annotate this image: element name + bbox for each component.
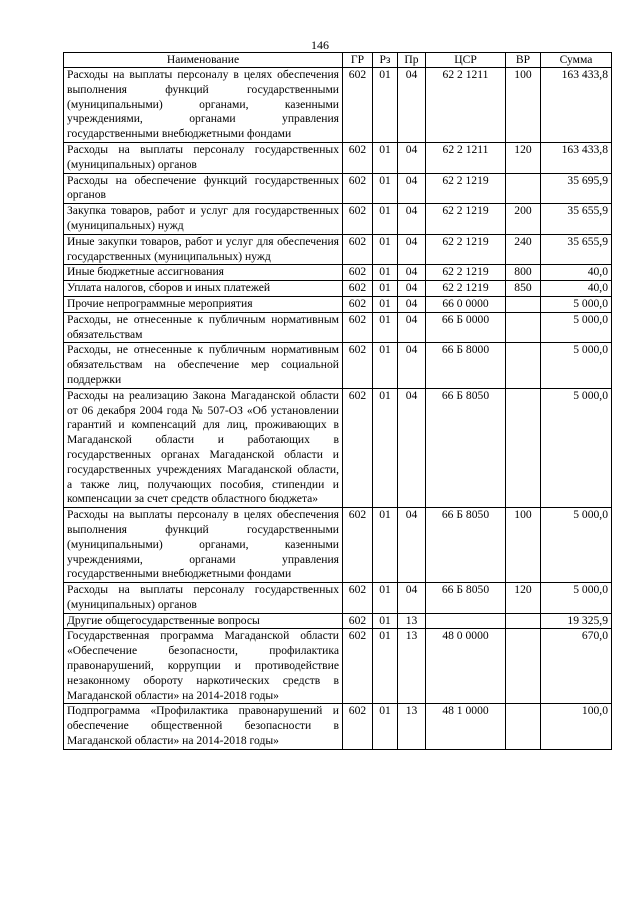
cell-sum: 35 655,9 xyxy=(541,204,612,235)
cell-rz: 01 xyxy=(373,312,398,343)
cell-pr: 04 xyxy=(398,312,426,343)
cell-gr: 602 xyxy=(343,613,373,629)
cell-vr xyxy=(506,343,541,388)
cell-name: Уплата налогов, сборов и иных платежей xyxy=(64,281,343,297)
cell-rz: 01 xyxy=(373,508,398,583)
cell-sum: 40,0 xyxy=(541,265,612,281)
cell-name: Государственная программа Магаданской области «Обеспечение безопасности, профилактика правонарушений, коррупции и противодействие незаконному обороту наркотических средств в Магаданской области» на 2014-2018 годы» xyxy=(64,629,343,704)
cell-gr: 602 xyxy=(343,142,373,173)
cell-pr: 04 xyxy=(398,142,426,173)
table-row xyxy=(64,613,612,629)
header-vr: ВР xyxy=(506,53,541,68)
cell-vr: 120 xyxy=(506,583,541,614)
cell-sum: 5 000,0 xyxy=(541,583,612,614)
table-row xyxy=(64,583,612,614)
cell-csr: 62 2 1211 xyxy=(426,142,506,173)
cell-pr: 04 xyxy=(398,296,426,312)
cell-rz: 01 xyxy=(373,234,398,265)
cell-rz: 01 xyxy=(373,583,398,614)
cell-csr: 62 2 1211 xyxy=(426,68,506,143)
table-row xyxy=(64,296,612,312)
cell-sum: 35 655,9 xyxy=(541,234,612,265)
table-row xyxy=(64,343,612,388)
cell-name: Расходы на выплаты персоналу государственных (муниципальных) органов xyxy=(64,583,343,614)
cell-rz: 01 xyxy=(373,388,398,507)
cell-name: Расходы, не отнесенные к публичным нормативным обязательствам на обеспечение мер социальной поддержки xyxy=(64,343,343,388)
cell-gr: 602 xyxy=(343,281,373,297)
header-name: Наименование xyxy=(64,53,343,68)
cell-name: Расходы на выплаты персоналу государственных (муниципальных) органов xyxy=(64,142,343,173)
header-sum: Сумма xyxy=(541,53,612,68)
cell-sum: 163 433,8 xyxy=(541,142,612,173)
table-row xyxy=(64,142,612,173)
table-row xyxy=(64,234,612,265)
cell-gr: 602 xyxy=(343,265,373,281)
cell-sum: 670,0 xyxy=(541,629,612,704)
cell-pr: 13 xyxy=(398,704,426,749)
header-row xyxy=(64,53,612,68)
cell-vr xyxy=(506,312,541,343)
cell-vr xyxy=(506,388,541,507)
table-row xyxy=(64,704,612,749)
cell-pr: 04 xyxy=(398,173,426,204)
cell-sum: 19 325,9 xyxy=(541,613,612,629)
cell-vr xyxy=(506,173,541,204)
table-row xyxy=(64,388,612,507)
cell-csr: 62 2 1219 xyxy=(426,234,506,265)
table-row xyxy=(64,508,612,583)
cell-vr xyxy=(506,296,541,312)
cell-csr: 62 2 1219 xyxy=(426,265,506,281)
cell-csr: 66 Б 8000 xyxy=(426,343,506,388)
cell-csr: 62 2 1219 xyxy=(426,173,506,204)
cell-pr: 04 xyxy=(398,204,426,235)
header-pr: Пр xyxy=(398,53,426,68)
cell-name: Закупка товаров, работ и услуг для государственных (муниципальных) нужд xyxy=(64,204,343,235)
table-row xyxy=(64,204,612,235)
cell-name: Иные закупки товаров, работ и услуг для обеспечения государственных (муниципальных) нужд xyxy=(64,234,343,265)
page-number: 146 xyxy=(311,38,329,52)
budget-table xyxy=(63,52,612,750)
header-gr: ГР xyxy=(343,53,373,68)
cell-pr: 13 xyxy=(398,613,426,629)
cell-name: Расходы на выплаты персоналу в целях обеспечения выполнения функций государственными (муниципальными) органами, казенными учреждениями, органами управления государственными внебюджетными фондами xyxy=(64,508,343,583)
cell-csr: 62 2 1219 xyxy=(426,281,506,297)
cell-vr: 200 xyxy=(506,204,541,235)
cell-gr: 602 xyxy=(343,204,373,235)
cell-rz: 01 xyxy=(373,265,398,281)
cell-rz: 01 xyxy=(373,704,398,749)
cell-gr: 602 xyxy=(343,296,373,312)
cell-sum: 5 000,0 xyxy=(541,508,612,583)
cell-vr: 100 xyxy=(506,508,541,583)
cell-sum: 5 000,0 xyxy=(541,343,612,388)
table-row xyxy=(64,629,612,704)
cell-name: Расходы на обеспечение функций государственных органов xyxy=(64,173,343,204)
cell-rz: 01 xyxy=(373,68,398,143)
cell-pr: 04 xyxy=(398,234,426,265)
cell-sum: 40,0 xyxy=(541,281,612,297)
cell-vr: 240 xyxy=(506,234,541,265)
cell-csr: 48 0 0000 xyxy=(426,629,506,704)
cell-pr: 04 xyxy=(398,265,426,281)
cell-vr: 100 xyxy=(506,68,541,143)
cell-gr: 602 xyxy=(343,173,373,204)
cell-gr: 602 xyxy=(343,583,373,614)
cell-gr: 602 xyxy=(343,343,373,388)
header-csr: ЦСР xyxy=(426,53,506,68)
cell-name: Иные бюджетные ассигнования xyxy=(64,265,343,281)
cell-gr: 602 xyxy=(343,234,373,265)
cell-csr: 66 Б 8050 xyxy=(426,388,506,507)
table-body xyxy=(64,68,612,750)
cell-gr: 602 xyxy=(343,508,373,583)
cell-pr: 04 xyxy=(398,68,426,143)
cell-pr: 04 xyxy=(398,388,426,507)
cell-vr xyxy=(506,613,541,629)
table-row xyxy=(64,281,612,297)
cell-vr: 120 xyxy=(506,142,541,173)
cell-csr: 48 1 0000 xyxy=(426,704,506,749)
cell-rz: 01 xyxy=(373,142,398,173)
cell-pr: 04 xyxy=(398,343,426,388)
cell-name: Прочие непрограммные мероприятия xyxy=(64,296,343,312)
cell-csr: 66 Б 8050 xyxy=(426,508,506,583)
header-rz: Рз xyxy=(373,53,398,68)
cell-csr: 66 Б 0000 xyxy=(426,312,506,343)
cell-csr: 62 2 1219 xyxy=(426,204,506,235)
cell-gr: 602 xyxy=(343,629,373,704)
cell-vr: 850 xyxy=(506,281,541,297)
cell-pr: 04 xyxy=(398,583,426,614)
cell-sum: 5 000,0 xyxy=(541,296,612,312)
cell-rz: 01 xyxy=(373,173,398,204)
table-row xyxy=(64,68,612,143)
cell-sum: 100,0 xyxy=(541,704,612,749)
cell-name: Расходы на выплаты персоналу в целях обеспечения выполнения функций государственными (муниципальными) органами, казенными учреждениями, органами управления государственными внебюджетными фондами xyxy=(64,68,343,143)
cell-sum: 5 000,0 xyxy=(541,388,612,507)
cell-vr xyxy=(506,704,541,749)
cell-gr: 602 xyxy=(343,704,373,749)
cell-gr: 602 xyxy=(343,68,373,143)
cell-pr: 13 xyxy=(398,629,426,704)
cell-name: Расходы на реализацию Закона Магаданской области от 06 декабря 2004 года № 507-ОЗ «Об установлении гарантий и компенсаций для лиц, проживающих в Магаданской области и работающих в государственных органах Магаданской области и государственных учреждениях Магаданской области, а также лиц, получающих пособия, стипендии и компенсации за счет средств областного бюджета» xyxy=(64,388,343,507)
cell-csr: 66 Б 8050 xyxy=(426,583,506,614)
table-row xyxy=(64,173,612,204)
cell-name: Расходы, не отнесенные к публичным нормативным обязательствам xyxy=(64,312,343,343)
cell-vr xyxy=(506,629,541,704)
cell-rz: 01 xyxy=(373,343,398,388)
cell-rz: 01 xyxy=(373,613,398,629)
cell-gr: 602 xyxy=(343,312,373,343)
cell-sum: 35 695,9 xyxy=(541,173,612,204)
table-row xyxy=(64,265,612,281)
cell-csr: 66 0 0000 xyxy=(426,296,506,312)
cell-csr xyxy=(426,613,506,629)
cell-name: Подпрограмма «Профилактика правонарушений и обеспечение общественной безопасности в Магаданской области» на 2014-2018 годы» xyxy=(64,704,343,749)
cell-gr: 602 xyxy=(343,388,373,507)
cell-sum: 5 000,0 xyxy=(541,312,612,343)
cell-name: Другие общегосударственные вопросы xyxy=(64,613,343,629)
cell-rz: 01 xyxy=(373,296,398,312)
cell-rz: 01 xyxy=(373,629,398,704)
cell-rz: 01 xyxy=(373,204,398,235)
cell-rz: 01 xyxy=(373,281,398,297)
cell-vr: 800 xyxy=(506,265,541,281)
cell-pr: 04 xyxy=(398,508,426,583)
cell-pr: 04 xyxy=(398,281,426,297)
table-row xyxy=(64,312,612,343)
cell-sum: 163 433,8 xyxy=(541,68,612,143)
